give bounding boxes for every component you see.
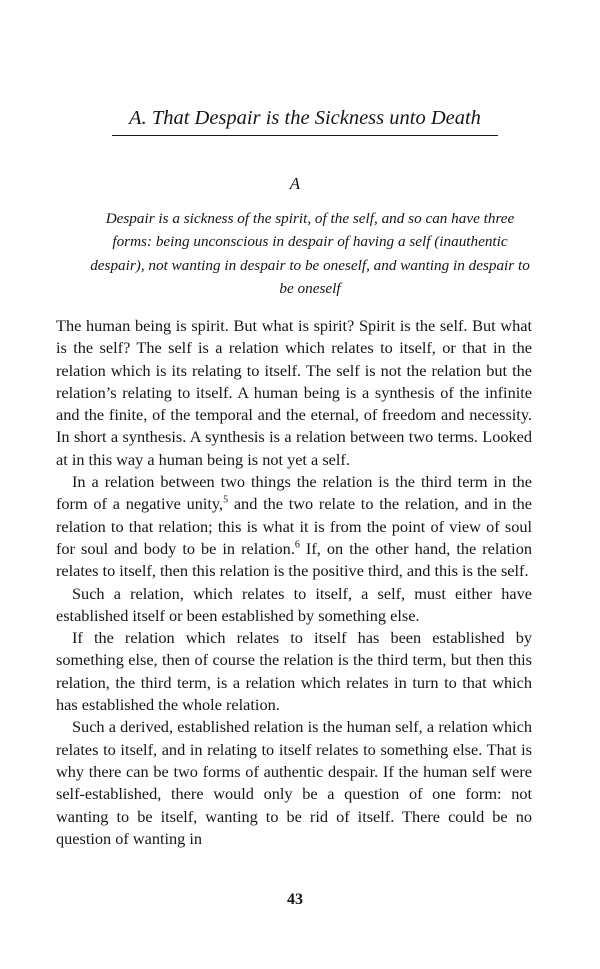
paragraph-text: Such a derived, established relation is the human self, a relation which relates to itself, and in relating to itself relates to something else. That is why there can be two forms of authentic despair. If the human self were self-established, there would only be a question of one form: not wanting to be itself, wanting to be rid of itself. There could be no question of wanting in	[56, 717, 532, 848]
paragraph	[56, 627, 532, 716]
paragraph-text: Such a relation, which relates to itself, a self, must either have established itself or been established by something else.	[56, 583, 532, 625]
footnote-reference[interactable]: 6	[294, 539, 300, 551]
footnote-reference[interactable]: 5	[223, 494, 229, 506]
paragraph	[56, 315, 532, 471]
section-subtitle: Despair is a sickness of the spirit, of the self, and so can have three forms: being unconscious in despair of having a self (inauthentic despair), not wanting in despair to be oneself, and wanting in despair to be oneself	[90, 210, 530, 297]
paragraph-text: If the relation which relates to itself has been established by something else, then of course the relation is the third term, but then this relation, the third term, is a relation which relates in turn to that which has established the whole relation.	[56, 628, 532, 715]
paragraph-text: In a relation between two things the relation is the third term in the form of a negative unity,	[56, 472, 532, 514]
paragraph	[56, 583, 532, 628]
paragraph	[56, 716, 532, 850]
paragraph-text: and the two relate to the relation, and in the relation to that relation; this is what it is from the point of view of soul for soul and body to be in relation.	[56, 494, 532, 558]
section-letter: A	[289, 174, 301, 193]
chapter-heading: A. That Despair is the Sickness unto Death	[112, 104, 498, 136]
paragraph	[56, 471, 532, 582]
body-text	[56, 315, 532, 850]
paragraph-text: If, on the other hand, the relation relates to itself, then this relation is the positive third, and this is the self.	[56, 538, 532, 581]
paragraph-text: The human being is spirit. But what is spirit? Spirit is the self. But what is the self? The self is a relation which relates to itself, or that in the relation which is its relating to itself. The self is not the relation but the relation’s relating to itself. A human being is a synthesis of the infinite and the finite, of the temporal and the eternal, of freedom and necessity. In short a synthesis. A synthesis is a relation between two terms. Looked at in this way a human being is not yet a self.	[56, 316, 532, 469]
page-number: 43	[287, 891, 303, 908]
